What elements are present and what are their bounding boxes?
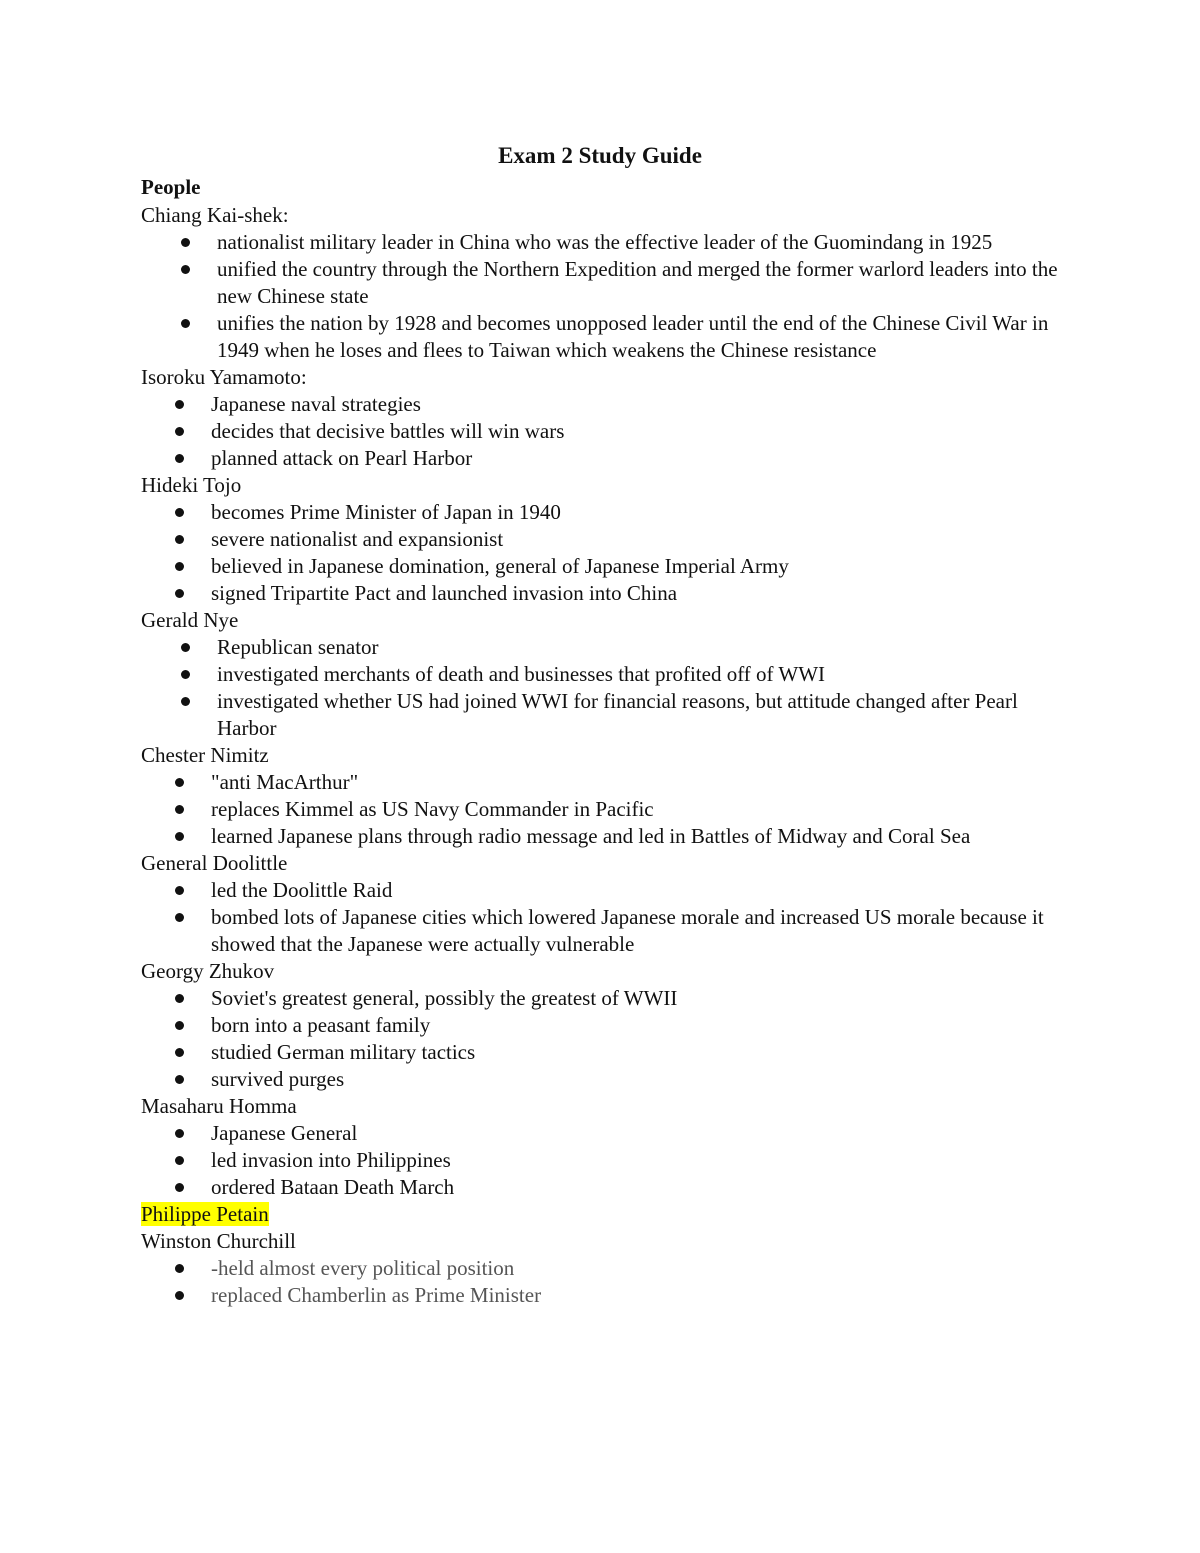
bullet-list	[141, 877, 1071, 958]
bullet-icon	[175, 886, 184, 895]
list-item	[211, 1039, 1071, 1066]
bullet-icon	[181, 670, 190, 679]
bullet-icon	[175, 1183, 184, 1192]
list-item	[211, 1174, 1071, 1201]
list-item	[211, 877, 1071, 904]
bullet-icon	[175, 535, 184, 544]
list-item	[211, 1120, 1071, 1147]
bullet-icon	[175, 1048, 184, 1057]
bullet-text: unifies the nation by 1928 and becomes unopposed leader until the end of the Chinese Civil War in 1949 when he loses and flees to Taiwan which weakens the Chinese resistance	[217, 311, 1049, 362]
list-item	[217, 688, 1071, 742]
list-item	[211, 796, 1071, 823]
bullet-text: signed Tripartite Pact and launched invasion into China	[211, 581, 678, 605]
bullet-icon	[175, 994, 184, 1003]
bullet-text: Japanese General	[211, 1121, 358, 1145]
list-item	[211, 418, 1071, 445]
bullet-text: led invasion into Philippines	[211, 1148, 451, 1172]
bullet-list	[141, 1120, 1071, 1201]
bullet-list	[141, 769, 1071, 850]
bullet-icon	[175, 913, 184, 922]
list-item	[217, 634, 1071, 661]
bullet-text: investigated whether US had joined WWI for financial reasons, but attitude changed after Pearl Harbor	[217, 689, 1018, 740]
bullet-icon	[175, 1264, 184, 1273]
bullet-text: Japanese naval strategies	[211, 392, 421, 416]
person-name: Chester Nimitz	[141, 743, 269, 767]
bullet-text: unified the country through the Northern Expedition and merged the former warlord leaders into the new Chinese state	[217, 257, 1058, 308]
bullet-icon	[175, 1021, 184, 1030]
bullet-text: planned attack on Pearl Harbor	[211, 446, 473, 470]
list-item	[217, 661, 1071, 688]
bullet-icon	[181, 238, 190, 247]
bullet-list	[141, 391, 1071, 472]
list-item	[211, 499, 1071, 526]
bullet-icon	[175, 1291, 184, 1300]
bullet-text: decides that decisive battles will win wars	[211, 419, 565, 443]
bullet-text: led the Doolittle Raid	[211, 878, 393, 902]
bullet-list	[141, 229, 1071, 364]
list-item	[211, 1147, 1071, 1174]
highlighted-name: Philippe Petain	[141, 1202, 269, 1226]
list-item	[211, 904, 1071, 958]
bullet-text: survived purges	[211, 1067, 345, 1091]
bullet-text: born into a peasant family	[211, 1013, 431, 1037]
bullet-list	[141, 985, 1071, 1093]
list-item	[211, 1012, 1071, 1039]
bullet-icon	[175, 805, 184, 814]
bullet-text: "anti MacArthur"	[211, 770, 359, 794]
bullet-text: Soviet's greatest general, possibly the greatest of WWII	[211, 986, 678, 1010]
bullet-text: Republican senator	[217, 635, 379, 659]
person-name: Georgy Zhukov	[141, 959, 275, 983]
bullet-icon	[181, 643, 190, 652]
list-item	[211, 553, 1071, 580]
bullet-text: believed in Japanese domination, general of Japanese Imperial Army	[211, 554, 789, 578]
bullet-text: becomes Prime Minister of Japan in 1940	[211, 500, 561, 524]
bullet-icon	[175, 400, 184, 409]
person-name: Hideki Tojo	[141, 473, 242, 497]
list-item	[211, 580, 1071, 607]
person-name-highlighted	[141, 1201, 1071, 1228]
bullet-text: replaced Chamberlin as Prime Minister	[211, 1283, 542, 1307]
bullet-icon	[175, 778, 184, 787]
list-item	[211, 769, 1071, 796]
bullet-icon	[181, 697, 190, 706]
section-heading-people: People	[141, 175, 201, 199]
list-item	[217, 256, 1071, 310]
bullet-icon	[175, 1075, 184, 1084]
bullet-list	[141, 634, 1071, 742]
list-item	[211, 1066, 1071, 1093]
person-name: Winston Churchill	[141, 1229, 296, 1253]
bullet-icon	[175, 1156, 184, 1165]
bullet-list	[141, 499, 1071, 607]
list-item	[217, 310, 1071, 364]
bullet-text: severe nationalist and expansionist	[211, 527, 504, 551]
bullet-icon	[175, 562, 184, 571]
bullet-text: ordered Bataan Death March	[211, 1175, 455, 1199]
bullet-text: studied German military tactics	[211, 1040, 476, 1064]
bullet-icon	[181, 319, 190, 328]
document-title: Exam 2 Study Guide	[498, 143, 702, 168]
person-name: Isoroku Yamamoto:	[141, 365, 307, 389]
bullet-icon	[181, 265, 190, 274]
bullet-list	[141, 1255, 1071, 1309]
person-name: Masaharu Homma	[141, 1094, 297, 1118]
list-item	[211, 526, 1071, 553]
bullet-text: learned Japanese plans through radio message and led in Battles of Midway and Coral Sea	[211, 824, 971, 848]
person-name: Chiang Kai-shek:	[141, 203, 289, 227]
bullet-text: bombed lots of Japanese cities which lowered Japanese morale and increased US morale because it showed that the Japanese were actually vulnerable	[211, 905, 1044, 956]
bullet-text: -held almost every political position	[211, 1256, 515, 1280]
bullet-icon	[175, 427, 184, 436]
bullet-text: investigated merchants of death and businesses that profited off of WWI	[217, 662, 826, 686]
bullet-text: nationalist military leader in China who was the effective leader of the Guomindang in 1925	[217, 230, 993, 254]
list-item	[211, 823, 1071, 850]
list-item	[211, 445, 1071, 472]
list-item	[211, 1255, 1071, 1282]
bullet-icon	[175, 1129, 184, 1138]
bullet-icon	[175, 454, 184, 463]
list-item	[217, 229, 1071, 256]
person-name: General Doolittle	[141, 851, 288, 875]
list-item	[211, 1282, 1071, 1309]
bullet-icon	[175, 832, 184, 841]
bullet-text: replaces Kimmel as US Navy Commander in Pacific	[211, 797, 654, 821]
person-name: Gerald Nye	[141, 608, 239, 632]
bullet-icon	[175, 508, 184, 517]
document-body	[141, 172, 1071, 1309]
list-item	[211, 985, 1071, 1012]
list-item	[211, 391, 1071, 418]
bullet-icon	[175, 589, 184, 598]
